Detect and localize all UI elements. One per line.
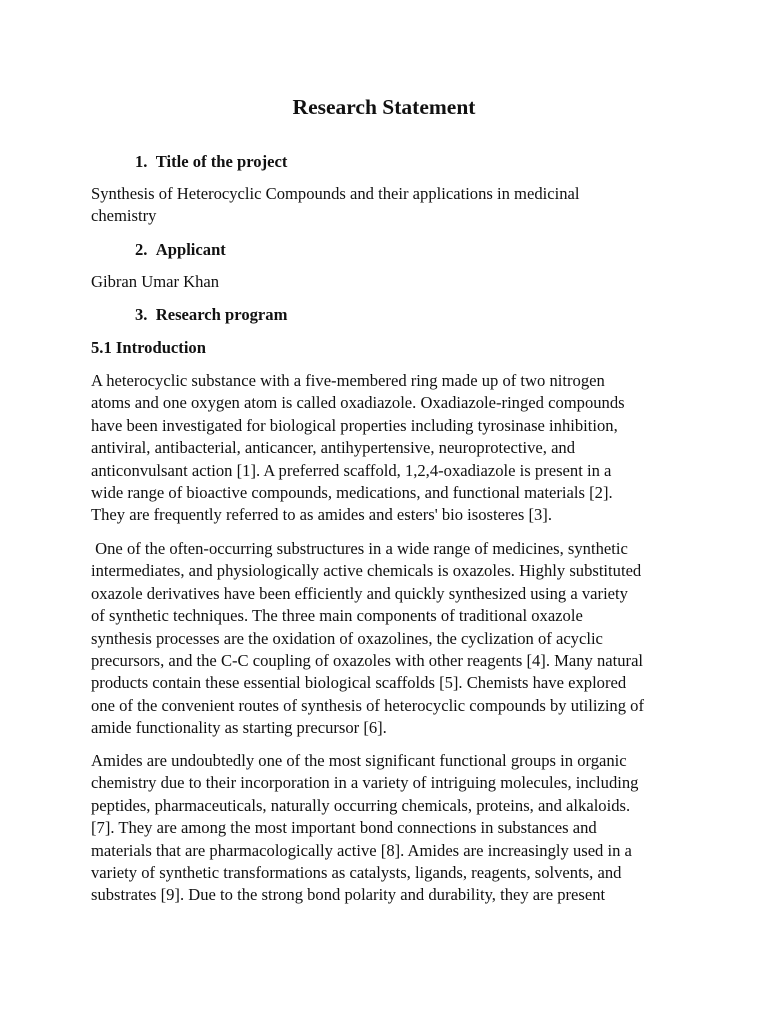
section-label: Applicant	[155, 240, 226, 259]
text-line: one of the convenient routes of synthesis of heterocyclic compounds by utilizing of	[91, 695, 644, 715]
text-line: They are frequently referred to as amides and esters' bio isosteres [3].	[91, 505, 552, 525]
text-line: substrates [9]. Due to the strong bond polarity and durability, they are present	[91, 885, 606, 905]
text-line: synthesis processes are the oxidation of oxazolines, the cyclization of acyclic	[91, 628, 603, 648]
section-heading-applicant	[135, 239, 226, 261]
text-line: products contain these essential biological scaffolds [5]. Chemists have explored	[91, 673, 627, 693]
body-paragraph	[91, 750, 681, 907]
section-heading-project-title	[135, 151, 287, 173]
text-line: chemistry	[91, 206, 157, 226]
document-title: Research Statement	[292, 95, 476, 119]
text-line: of synthetic techniques. The three main components of traditional oxazole	[91, 606, 583, 626]
text-line: oxazole derivatives have been efficiently and quickly synthesized using a variety	[91, 583, 628, 603]
text-line: wide range of bioactive compounds, medications, and functional materials [2].	[91, 483, 613, 503]
project-title-text	[91, 183, 681, 228]
text-line: antiviral, antibacterial, anticancer, antihypertensive, neuroprotective, and	[91, 438, 576, 458]
text-line: materials that are pharmacologically active [8]. Amides are increasingly used in a	[91, 840, 632, 860]
text-line: precursors, and the C-C coupling of oxazoles with other reagents [4]. Many natural	[91, 651, 644, 671]
text-line: One of the often-occurring substructures in a wide range of medicines, synthetic	[91, 539, 628, 558]
section-number: 3.	[135, 305, 148, 324]
text-line: atoms and one oxygen atom is called oxadiazole. Oxadiazole-ringed compounds	[91, 393, 625, 413]
body-paragraph	[91, 538, 681, 740]
applicant-name: Gibran Umar Khan	[91, 272, 220, 291]
subsection-heading-introduction: 5.1 Introduction	[91, 338, 206, 357]
text-line: Synthesis of Heterocyclic Compounds and their applications in medicinal	[91, 184, 580, 203]
text-line: anticonvulsant action [1]. A preferred scaffold, 1,2,4-oxadiazole is present in a	[91, 460, 612, 480]
section-number: 1.	[135, 152, 148, 171]
section-number: 2.	[135, 240, 148, 259]
text-line: chemistry due to their incorporation in a variety of intriguing molecules, including	[91, 773, 639, 793]
text-line: A heterocyclic substance with a five-membered ring made up of two nitrogen	[91, 371, 605, 390]
section-label: Title of the project	[155, 152, 288, 171]
section-heading-research-program	[135, 304, 287, 326]
body-paragraph	[91, 370, 681, 527]
text-line: amide functionality as starting precursor [6].	[91, 718, 387, 738]
text-line: peptides, pharmaceuticals, naturally occurring chemicals, proteins, and alkaloids.	[91, 795, 631, 815]
text-line: [7]. They are among the most important bond connections in substances and	[91, 818, 597, 838]
text-line: Amides are undoubtedly one of the most significant functional groups in organic	[91, 751, 627, 770]
section-label: Research program	[155, 305, 288, 324]
text-line: intermediates, and physiologically active chemicals is oxazoles. Highly substituted	[91, 561, 642, 581]
text-line: have been investigated for biological properties including tyrosinase inhibition,	[91, 415, 618, 435]
text-line: variety of synthetic transformations as catalysts, ligands, reagents, solvents, and	[91, 863, 622, 883]
